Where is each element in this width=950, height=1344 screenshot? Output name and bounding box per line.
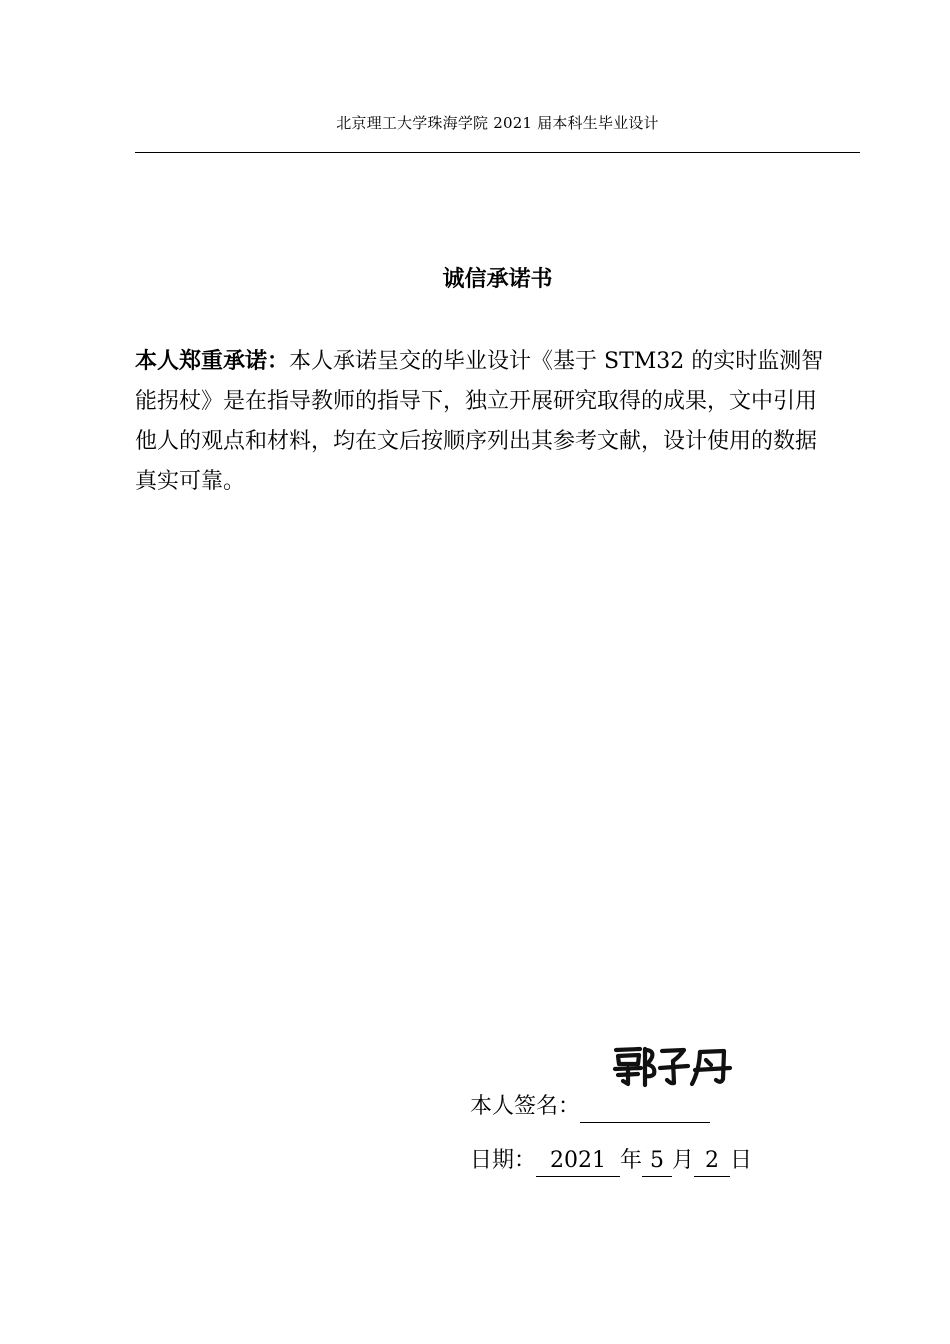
commitment-lead: 本人郑重承诺： — [135, 348, 290, 374]
date-month-unit: 月 — [672, 1148, 695, 1173]
date-month: 5 — [642, 1146, 672, 1177]
date-row — [470, 1139, 830, 1183]
handwritten-signature — [610, 1043, 740, 1089]
date-day: 2 — [694, 1146, 730, 1177]
date-label: 日期： — [470, 1148, 537, 1173]
commitment-paragraph — [135, 341, 835, 502]
document-title: 诚信承诺书 — [442, 266, 553, 292]
signature-label: 本人签名： — [470, 1094, 581, 1119]
signature-block — [470, 1085, 830, 1183]
date-year-unit: 年 — [620, 1148, 643, 1173]
page-header: 北京理工大学珠海学院 2021 届本科生毕业设计 — [336, 114, 659, 132]
signature-row — [470, 1085, 830, 1129]
signature-line — [580, 1092, 710, 1123]
date-year: 2021 — [536, 1146, 620, 1177]
header-rule — [135, 152, 860, 153]
commitment-text: 本人承诺呈交的毕业设计《基于 STM32 的实时监测智能拐杖》是在指导教师的指导下，独立开展研究取得的成果，文中引用他人的观点和材料，均在文后按顺序列出其参考文献，设计使用的数据真实可靠。 — [135, 349, 824, 494]
date-day-unit: 日 — [730, 1148, 753, 1173]
